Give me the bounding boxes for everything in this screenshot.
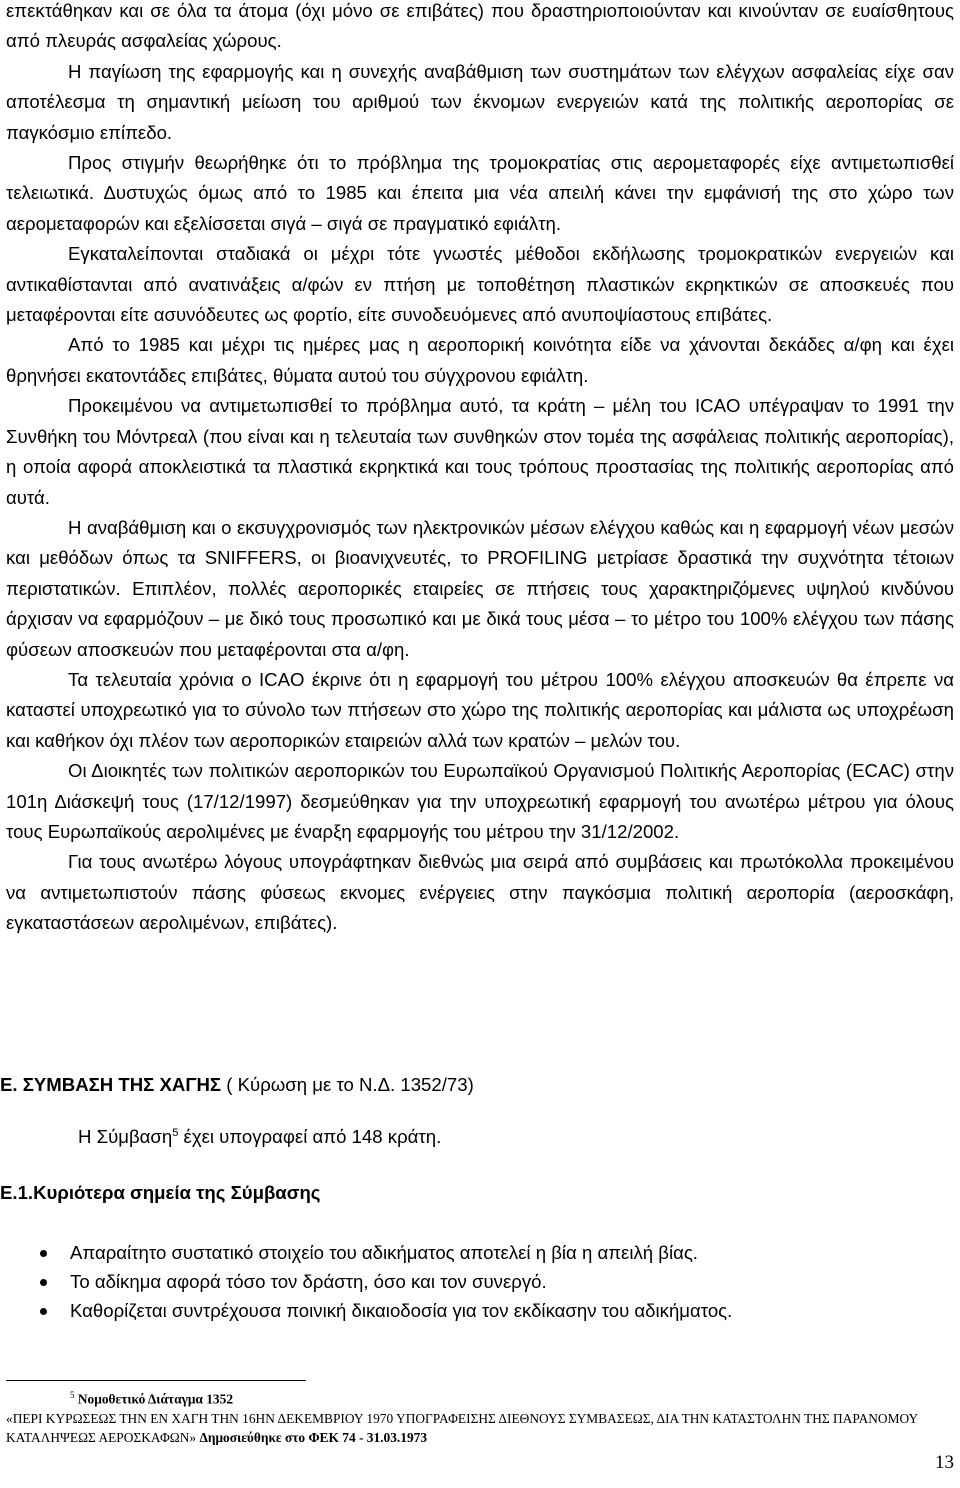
list-item: Απαραίτητο συστατικό στοιχείο του αδικήματος αποτελεί η βία η απειλή βίας. <box>40 1238 732 1267</box>
paragraph: Προκειμένου να αντιμετωπισθεί το πρόβλημα αυτό, τα κράτη – μέλη του ICAO υπέγραψαν το 1991 την Συνθήκη του Μόντρεαλ (που είναι και η τελευταία των συνθηκών στον τομέα της ασφάλειας πολιτικής αεροπορίας), η οποία αφορά αποκλειστικά τα πλαστικά εκρηκτικά και τους τρόπους προστασίας της πολιτικής αεροπορίας από αυτά. <box>6 395 954 508</box>
paragraph: Τα τελευταία χρόνια ο ICAO έκρινε ότι η εφαρμογή του μέτρου 100% ελέγχου αποσκευών θα έπρεπε να καταστεί υποχρεωτικό για το σύνολο των πτήσεων στο χώρο της πολιτικής αεροπορίας και μάλιστα ως υποχρέωση και καθήκον όχι πλέον των αεροπορικών εταιρειών αλλά των κρατών – μελών του. <box>6 668 954 751</box>
key-points-list <box>40 1238 732 1325</box>
footnote-divider <box>6 1380 306 1381</box>
paragraph: Προς στιγμήν θεωρήθηκε ότι το πρόβλημα της τρομοκρατίας στις αερομεταφορές είχε αντιμετωπισθεί τελειωτικά. Δυστυχώς όμως από το 1985 και έπειτα μια νέα απειλή κάνει την εμφάνισή της στο χώρο των αερομεταφορών και εξελίσσεται σιγά – σιγά σε πραγματικό εφιάλτη. <box>6 152 954 234</box>
paragraph: Η παγίωση της εφαρμογής και η συνεχής αναβάθμιση των συστημάτων των ελέγχων ασφαλείας είχε σαν αποτέλεσμα τη σημαντική μείωση του αριθμού των έκνομων ενεργειών κατά της πολιτικής αεροπορίας σε παγκόσμιο επίπεδο. <box>6 60 954 143</box>
paragraph: Εγκαταλείπονται σταδιακά οι μέχρι τότε γνωστές μέθοδοι εκδήλωσης τρομοκρατικών ενεργειών και αντικαθίστανται από ανατινάξεις α/φών εν πτήση με τοποθέτηση πλαστικών εκρηκτικών σε αποσκευές που μεταφέρονται είτε ασυνόδευτες ως φορτίο, είτε συνοδευόμενες από ανυποψίαστους επιβάτες. <box>6 243 954 326</box>
footnote-publication: Δημοσιεύθηκε στο ΦΕΚ 74 - 31.03.1973 <box>199 1430 428 1446</box>
paragraph: Από το 1985 και μέχρι τις ημέρες μας η αεροπορική κοινότητα είδε να χάνονται δεκάδες α/φη και έχει θρηνήσει εκατοντάδες επιβάτες, θύματα αυτού του σύγχρονου εφιάλτη. <box>6 334 954 386</box>
paragraph: Οι Διοικητές των πολιτικών αεροπορικών του Ευρωπαϊκού Οργανισμού Πολιτικής Αεροπορίας (ECAC) στην 101η Διάσκεψή τους (17/12/1997) δεσμεύθηκαν για την υποχρεωτική εφαρμογή του ανωτέρω μέτρου για όλους τους Ευρωπαϊκούς αερολιμένες με έναρξη εφαρμογής του μέτρου την 31/12/2002. <box>6 760 954 842</box>
footnote <box>6 1386 946 1448</box>
statement-text: Η Σύμβαση <box>78 1126 173 1147</box>
paragraph: επεκτάθηκαν και σε όλα τα άτομα (όχι μόνο σε επιβάτες) που δραστηριοποιούνταν και κινούνταν σε ευαίσθητους από πλευράς ασφαλείας χώρους. <box>6 0 954 52</box>
body-text <box>6 0 954 939</box>
section-ratification: ( Κύρωση με το Ν.Δ. 1352/73) <box>226 1074 474 1095</box>
footnote-reference: 5 <box>172 1126 179 1139</box>
list-item: Το αδίκημα αφορά τόσο τον δράστη, όσο και τον συνεργό. <box>40 1267 732 1296</box>
footnote-text: «ΠΕΡΙ ΚΥΡΩΣΕΩΣ ΤΗΝ ΕΝ ΧΑΓΗ ΤΗΝ 16ΗΝ ΔΕΚΕΜΒΡΙΟΥ 1970 ΥΠΟΓΡΑΦΕΙΣΗΣ ΔΙΕΘΝΟΥΣ ΣΥΜΒΑΣΕΩΣ, ΔΙΑ ΤΗΝ ΚΑΤΑΣΤΟΛΗΝ ΤΗΣ ΠΑΡΑΝΟΜΟΥ ΚΑΤΑΛΗΨΕΩΣ ΑΕΡΟΣΚΑΦΩΝ» <box>6 1410 918 1446</box>
signatories-statement <box>78 1126 441 1148</box>
section-heading <box>0 1074 474 1096</box>
subsection-heading: Ε.1.Κυριότερα σημεία της Σύμβασης <box>0 1182 321 1203</box>
list-item: Καθορίζεται συντρέχουσα ποινική δικαιοδοσία για τον εκδίκασην του αδικήματος. <box>40 1296 732 1325</box>
page-number: 13 <box>935 1452 954 1473</box>
paragraph: Η αναβάθμιση και ο εκσυγχρονισμός των ηλεκτρονικών μέσων ελέγχου καθώς και η εφαρμογή νέων μεσών και μεθόδων όπως τα SNIFFERS, οι βιοανιχνευτές, το PROFILING μετρίασε δραστικά την συχνότητα τέτοιων περιστατικών. Επιπλέον, πολλές αεροπορικές εταιρείες σε πτήσεις τους χαρακτηριζόμενες υψηλού κινδύνου άρχισαν να εφαρμόζουν – με δικό τους προσωπικό και με δικά τους μέσα – το μέτρο του 100% ελέγχου των πάσης φύσεων αποσκευών που μεταφέρονται στα α/φη. <box>6 516 954 660</box>
footnote-title: Νομοθετικό Διάταγμα 1352 <box>77 1391 234 1407</box>
section-title: Ε. ΣΥΜΒΑΣΗ ΤΗΣ ΧΑΓΗΣ <box>0 1074 222 1095</box>
footnote-number: 5 <box>70 1390 75 1400</box>
statement-text: έχει υπογραφεί από 148 κράτη. <box>183 1126 442 1147</box>
paragraph: Για τους ανωτέρω λόγους υπογράφτηκαν διεθνώς μια σειρά από συμβάσεις και πρωτόκολλα προκειμένου να αντιμετωπιστούν πάσης φύσεως εκνομες ενέργειες στην παγκόσμια πολιτική αεροπορία (αεροσκάφη, εγκαταστάσεων αερολιμένων, επιβάτες). <box>6 851 954 934</box>
